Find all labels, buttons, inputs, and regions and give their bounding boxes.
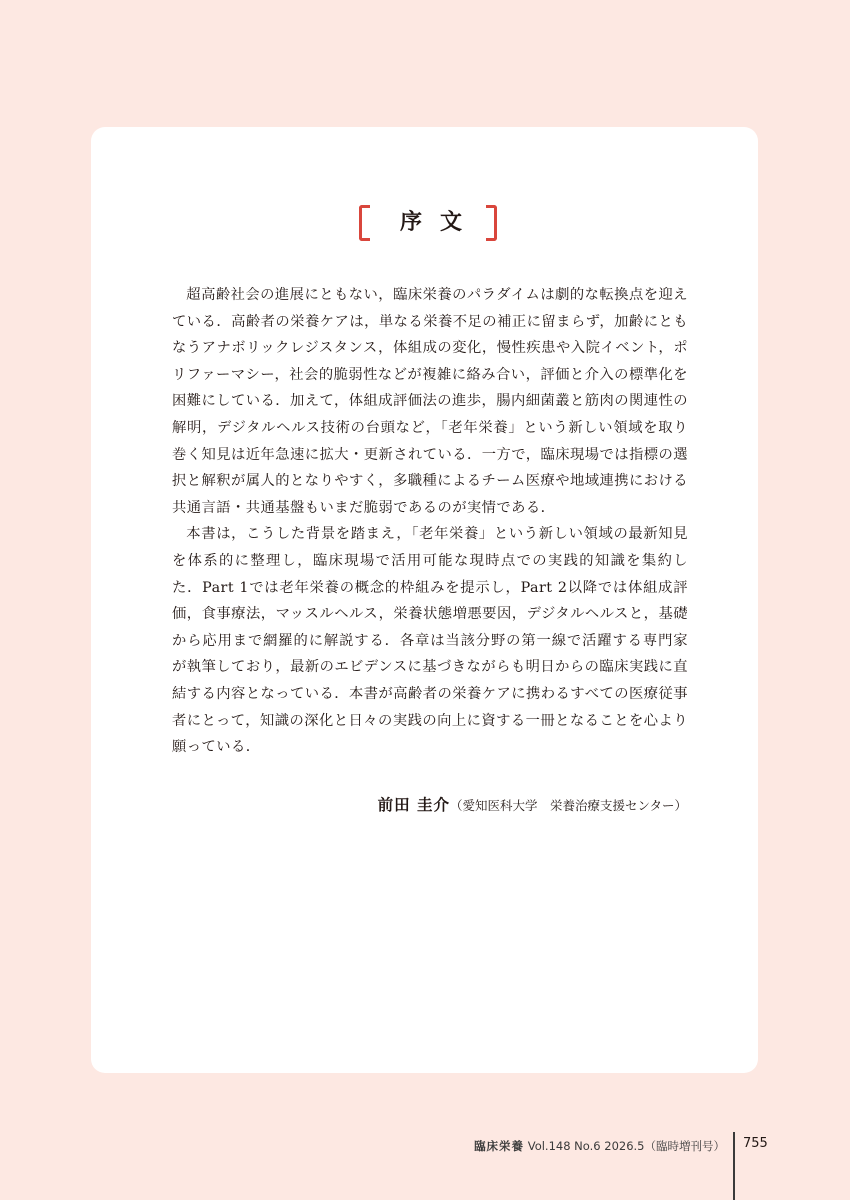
preface-card xyxy=(91,127,758,1073)
page-title: 序文 xyxy=(399,210,480,235)
footer-divider xyxy=(733,1132,735,1200)
journal-info xyxy=(474,1138,725,1154)
preface-body xyxy=(172,282,688,761)
author-signature xyxy=(171,793,687,819)
body-paragraph-2: 本書は，こうした背景を踏まえ，「老年栄養」という新しい領域の最新知見を体系的に整理し，臨床現場で活用可能な現時点での実践的知識を集約した．Part 1では老年栄養の概念的枠組みを提示し，Part 2以降では体組成評価，食事療法，マッスルヘルス，栄養状態増悪要因，デジタルヘルスと，基礎から応用まで網羅的に解説する．各章は当該分野の第一線で活躍する専門家が執筆しており，最新のエビデンスに基づきながらも明日からの臨床実践に直結する内容となっている．本書が高齢者の栄養ケアに携わるすべての医療従事者にとって，知識の深化と日々の実践の向上に資する一冊となることを心より願っている． xyxy=(172,526,688,756)
page-number: 755 xyxy=(743,1136,768,1151)
journal-issue: Vol.148 No.6 2026.5（臨時増刊号） xyxy=(527,1139,725,1153)
page-footer xyxy=(0,1132,850,1192)
left-bracket-decoration xyxy=(359,205,370,241)
author-affiliation: （愛知医科大学 栄養治療支援センター） xyxy=(449,798,687,813)
author-name: 前田 圭介 xyxy=(377,796,450,814)
right-bracket-decoration xyxy=(486,205,497,241)
preface-heading xyxy=(91,205,758,269)
journal-name: 臨床栄養 xyxy=(474,1139,525,1153)
body-paragraph-1: 超高齢社会の進展にともない，臨床栄養のパラダイムは劇的な転換点を迎えている．高齢者の栄養ケアは，単なる栄養不足の補正に留まらず，加齢にともなうアナボリックレジスタンス，体組成の変化，慢性疾患や入院イベント，ポリファーマシー，社会的脆弱性などが複雑に絡み合い，評価と介入の標準化を困難にしている．加えて，体組成評価法の進歩，腸内細菌叢と筋肉の関連性の解明，デジタルヘルス技術の台頭など，「老年栄養」という新しい領域を取り巻く知見は近年急速に拡大・更新されている．一方で，臨床現場では指標の選択と解釈が属人的となりやすく，多職種によるチーム医療や地域連携における共通言語・共通基盤もいまだ脆弱であるのが実情である． xyxy=(172,287,688,516)
